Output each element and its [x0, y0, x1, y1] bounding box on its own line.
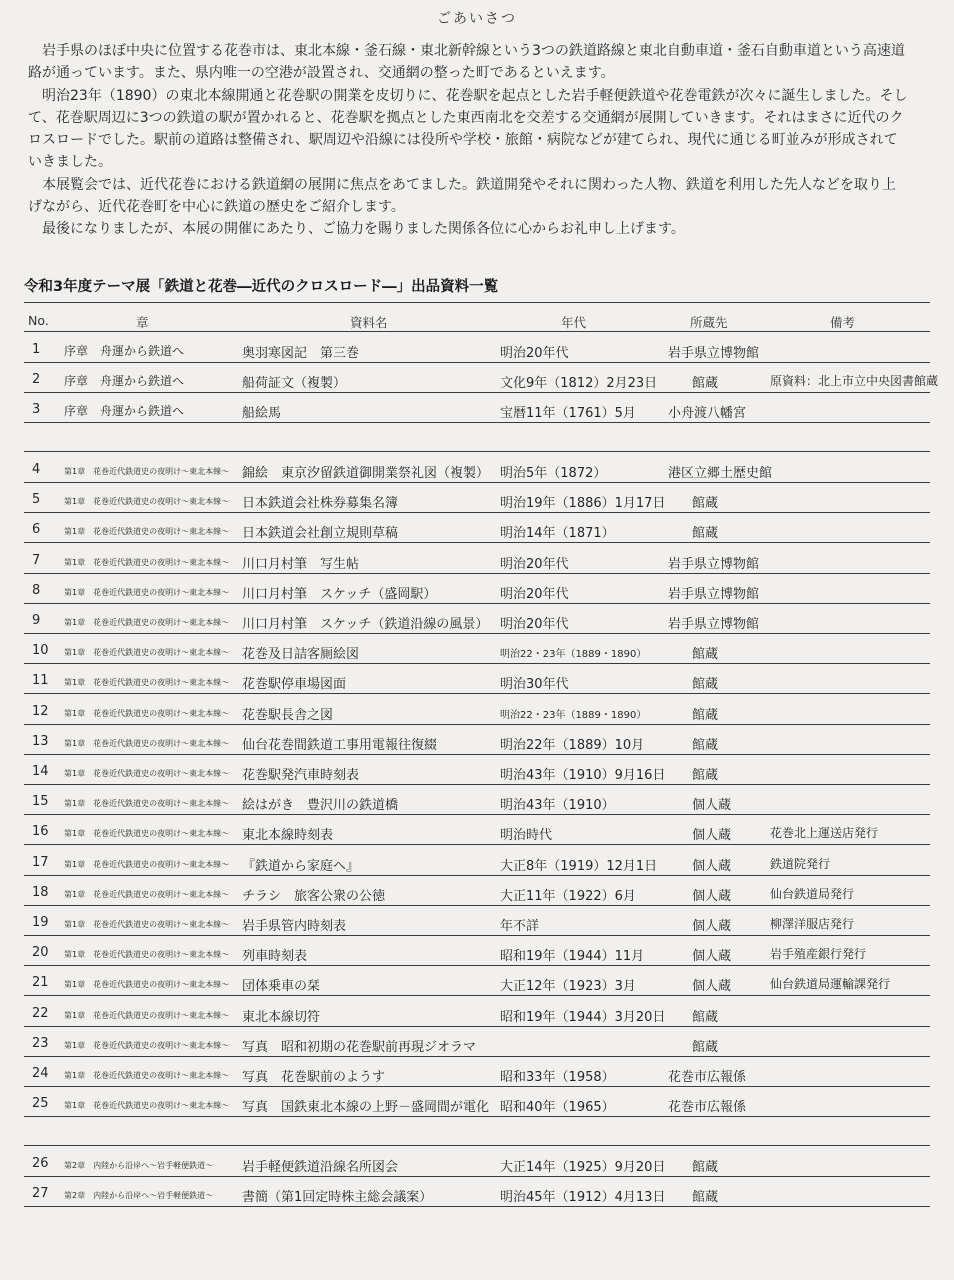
row-number: 12: [32, 703, 49, 719]
row-chapter: 第1章 花巻近代鉄道史の夜明け～東北本線～: [64, 527, 230, 537]
row-rule: [24, 482, 930, 483]
row-chapter: 第1章 花巻近代鉄道史の夜明け～東北本線～: [64, 648, 230, 658]
row-rule: [24, 1206, 930, 1207]
row-note: 仙台鉄道局発行: [770, 886, 855, 901]
row-owner: 館蔵: [692, 647, 719, 663]
row-owner: 館蔵: [692, 707, 719, 723]
row-title: 団体乗車の栞: [242, 979, 321, 995]
row-chapter: 第1章 花巻近代鉄道史の夜明け～東北本線～: [64, 708, 230, 718]
row-year: 昭和19年（1944）3月20日: [500, 1009, 666, 1025]
row-owner: 館蔵: [692, 376, 719, 392]
row-year: 明治45年（1912）4月13日: [500, 1190, 666, 1206]
row-chapter: 第1章 花巻近代鉄道史の夜明け～東北本線～: [64, 618, 230, 627]
row-title: 写真 国鉄東北本線の上野－盛岡間が電化: [242, 1100, 490, 1116]
row-owner: 館蔵: [692, 1190, 719, 1206]
row-title: 仙台花巻間鉄道工事用電報往復綴: [242, 737, 438, 753]
row-number: 24: [32, 1066, 49, 1081]
row-rule: [24, 844, 930, 845]
section-rule: [24, 451, 930, 452]
row-title: 岩手軽便鉄道沿線名所図会: [242, 1160, 399, 1175]
row-chapter: 第1章 花巻近代鉄道史の夜明け～東北本線～: [64, 889, 230, 899]
row-title: 岩手県管内時刻表: [242, 919, 347, 934]
row-title: 花巻駅発汽車時刻表: [242, 768, 360, 783]
row-owner: 館蔵: [692, 768, 719, 783]
row-rule: [24, 1176, 930, 1177]
row-title: 花巻駅停車場図面: [242, 677, 347, 693]
header-chapter: 章: [136, 315, 149, 330]
row-chapter: 第1章 花巻近代鉄道史の夜明け～東北本線～: [64, 1071, 230, 1080]
header-title: 資料名: [350, 315, 388, 330]
row-year: 年不詳: [500, 919, 540, 934]
row-title: 『鉄道から家庭へ』: [242, 858, 360, 874]
row-title: 東北本線切符: [242, 1009, 321, 1025]
row-year: 明治時代: [500, 828, 553, 844]
row-title: 船絵馬: [242, 406, 282, 422]
row-owner: 館蔵: [692, 737, 719, 753]
row-number: 19: [32, 915, 49, 930]
header-year: 年代: [561, 315, 587, 330]
row-chapter: 第1章 花巻近代鉄道史の夜明け～東北本線～: [64, 859, 230, 869]
row-year: 明治20年代: [500, 586, 569, 602]
row-note: 花巻北上運送店発行: [770, 826, 879, 841]
section-rule: [24, 1145, 930, 1146]
row-title: 列車時刻表: [242, 949, 308, 965]
row-owner: 個人蔵: [692, 979, 732, 995]
row-rule: [24, 754, 930, 755]
row-chapter: 第1章 花巻近代鉄道史の夜明け～東北本線～: [64, 1101, 230, 1111]
list-title: 令和3年度テーマ展「鉄道と花巻―近代のクロスロード―」出品資料一覧: [24, 279, 499, 295]
row-owner: 館蔵: [692, 1039, 719, 1055]
row-title: 写真 花巻駅前のようす: [242, 1070, 386, 1085]
row-title: 東北本線時刻表: [242, 828, 334, 844]
row-chapter: 第1章 花巻近代鉄道史の夜明け～東北本線～: [64, 467, 230, 476]
row-year: 明治30年代: [500, 677, 569, 693]
row-chapter: 第1章 花巻近代鉄道史の夜明け～東北本線～: [64, 678, 230, 688]
row-title: 川口月村筆 スケッチ（盛岡駅）: [242, 586, 437, 602]
row-title: 川口月村筆 スケッチ（鉄道沿線の風景）: [242, 617, 489, 632]
row-title: 絵はがき 豊沢川の鉄道橋: [242, 798, 399, 814]
row-owner: 岩手県立博物館: [668, 586, 760, 602]
row-rule: [24, 724, 930, 725]
row-note: 仙台鉄道局運輸課発行: [770, 977, 891, 992]
row-title: 日本鉄道会社株券募集名簿: [242, 496, 399, 512]
row-year: 明治43年（1910）9月16日: [500, 768, 666, 783]
row-chapter: 第1章 花巻近代鉄道史の夜明け～東北本線～: [64, 980, 230, 990]
row-title: 花巻駅長舎之図: [242, 707, 334, 723]
row-owner: 個人蔵: [692, 858, 732, 874]
row-owner: 個人蔵: [692, 919, 732, 934]
row-year: 文化9年（1812）2月23日: [500, 376, 658, 392]
row-chapter: 序章 舟運から鉄道へ: [64, 374, 185, 389]
row-rule: [24, 362, 930, 363]
row-rule: [24, 1056, 930, 1057]
row-owner: 花巻市広報係: [668, 1070, 747, 1085]
row-owner: 館蔵: [692, 496, 719, 512]
row-number: 3: [32, 402, 41, 418]
row-number: 11: [32, 673, 49, 689]
row-chapter: 第1章 花巻近代鉄道史の夜明け～東北本線～: [64, 738, 230, 748]
row-rule: [24, 784, 930, 785]
row-chapter: 第1章 花巻近代鉄道史の夜明け～東北本線～: [64, 920, 230, 929]
row-owner: 館蔵: [692, 1009, 719, 1025]
row-year: 明治22年（1889）10月: [500, 737, 645, 753]
row-title: チラシ 旅客公衆の公徳: [242, 888, 386, 904]
row-rule: [24, 814, 930, 815]
greeting-paragraph: 岩手県のほぼ中央に位置する花巻市は、東北本線・釜石線・東北新幹線という3つの鉄道路線と東北自動車道・釜石自動車道という高速道路が通っています。また、県内唯一の空港が設置され、交通網の整った町であるといえます。: [28, 43, 905, 82]
row-title: 船荷証文（複製）: [242, 376, 347, 392]
row-title: 奥羽寒図記 第三巻: [242, 346, 360, 361]
row-title: 書簡（第1回定時株主総会議案）: [242, 1190, 433, 1206]
row-rule: [24, 512, 930, 513]
row-rule: [24, 693, 930, 694]
row-rule: [24, 905, 930, 906]
row-number: 15: [32, 794, 49, 810]
row-number: 16: [32, 824, 49, 840]
row-year: 昭和19年（1944）11月: [500, 949, 645, 965]
row-number: 4: [32, 462, 41, 477]
row-year: 明治20年代: [500, 556, 569, 572]
row-owner: 個人蔵: [692, 828, 732, 844]
greeting-paragraph: 明治23年（1890）の東北本線開通と花巻駅の開業を皮切りに、花巻駅を起点とした岩手軽便鉄道や花巻電鉄が次々に誕生しました。そして、花巻駅周辺に3つの鉄道の駅が置かれると、花巻駅を拠点とした東西南北を交差する交通網が展開していきます。それはまさに近代のクロスロードでした。駅前の道路は整備され、駅周辺や沿線には役所や学校・旅館・病院などが建てられ、現代に通じる町並みが形成されていきました。: [28, 87, 908, 171]
row-owner: 館蔵: [692, 677, 719, 693]
row-number: 14: [32, 764, 49, 779]
header-owner: 所蔵先: [690, 315, 728, 330]
greeting-paragraph: 本展覧会では、近代花巻における鉄道網の展開に焦点をあてました。鉄道開発やそれに関わった人物、鉄道を利用した先人などを取り上げながら、近代花巻町を中心に鉄道の歴史をご紹介します。: [28, 176, 896, 216]
row-title: 川口月村筆 写生帖: [242, 556, 360, 572]
row-number: 5: [32, 492, 41, 508]
row-chapter: 序章 舟運から鉄道へ: [64, 404, 185, 419]
row-year: 明治5年（1872）: [500, 466, 607, 481]
header-note: 備考: [830, 315, 856, 330]
row-year: 大正11年（1922）6月: [500, 888, 636, 904]
greeting-paragraph: 最後になりましたが、本展の開催にあたり、ご協力を賜りました関係各位に心からお礼申し上げます。: [42, 221, 685, 238]
row-number: 17: [32, 854, 49, 870]
row-chapter: 第2章 内陸から沿岸へ～岩手軽便鉄道～: [64, 1161, 214, 1170]
greeting-title: ごあいさつ: [437, 11, 517, 27]
row-number: 27: [32, 1186, 49, 1202]
row-chapter: 第1章 花巻近代鉄道史の夜明け～東北本線～: [64, 1040, 230, 1050]
row-year: 明治20年代: [500, 617, 569, 632]
row-year: 大正8年（1919）12月1日: [500, 858, 658, 874]
row-number: 18: [32, 884, 49, 900]
row-owner: 小舟渡八幡宮: [668, 406, 747, 422]
row-number: 10: [32, 643, 49, 659]
row-year: 明治22・23年（1889・1890）: [500, 709, 647, 721]
row-owner: 岩手県立博物館: [668, 346, 760, 361]
row-rule: [24, 935, 930, 936]
row-chapter: 第1章 花巻近代鉄道史の夜明け～東北本線～: [64, 557, 230, 567]
row-chapter: 第1章 花巻近代鉄道史の夜明け～東北本線～: [64, 829, 230, 839]
row-chapter: 序章 舟運から鉄道へ: [64, 344, 185, 358]
row-number: 13: [32, 733, 49, 749]
row-title: 花巻及日詰客厠絵図: [242, 647, 360, 663]
row-rule: [24, 1026, 930, 1027]
row-number: 8: [32, 582, 41, 598]
row-owner: 個人蔵: [692, 888, 732, 904]
row-number: 25: [32, 1096, 49, 1112]
row-rule: [24, 875, 930, 876]
row-year: 宝暦11年（1761）5月: [500, 406, 636, 422]
row-year: 明治19年（1886）1月17日: [500, 496, 666, 512]
row-title: 日本鉄道会社創立規則草稿: [242, 526, 399, 542]
row-rule: [24, 633, 930, 634]
row-year: 明治20年代: [500, 346, 569, 361]
row-year: 昭和33年（1958）: [500, 1070, 615, 1085]
row-year: 明治14年（1871）: [500, 526, 615, 542]
row-owner: 岩手県立博物館: [668, 556, 760, 572]
row-rule: [24, 1086, 930, 1087]
row-rule: [24, 965, 930, 966]
row-owner: 花巻市広報係: [668, 1100, 747, 1116]
row-year: 明治43年（1910）: [500, 798, 615, 814]
row-rule: [24, 573, 930, 574]
row-chapter: 第1章 花巻近代鉄道史の夜明け～東北本線～: [64, 587, 230, 597]
row-owner: 個人蔵: [692, 949, 732, 965]
row-number: 9: [32, 613, 41, 628]
row-owner: 港区立郷土歴史館: [668, 466, 773, 481]
row-chapter: 第1章 花巻近代鉄道史の夜明け～東北本線～: [64, 799, 230, 809]
row-chapter: 第1章 花巻近代鉄道史の夜明け～東北本線～: [64, 497, 230, 507]
row-rule: [24, 542, 930, 543]
row-number: 2: [32, 372, 41, 388]
row-title: 写真 昭和初期の花巻駅前再現ジオラマ: [242, 1039, 477, 1055]
row-chapter: 第2章 内陸から沿岸へ～岩手軽便鉄道～: [64, 1191, 214, 1201]
row-year: 昭和40年（1965）: [500, 1100, 615, 1116]
row-rule: [24, 663, 930, 664]
row-chapter: 第1章 花巻近代鉄道史の夜明け～東北本線～: [64, 950, 230, 960]
row-note: 岩手殖産銀行発行: [770, 947, 867, 962]
row-note: 鉄道院発行: [770, 856, 831, 871]
row-owner: 館蔵: [692, 526, 719, 542]
row-year: 大正12年（1923）3月: [500, 979, 636, 995]
row-chapter: 第1章 花巻近代鉄道史の夜明け～東北本線～: [64, 769, 230, 778]
row-number: 23: [32, 1035, 49, 1051]
row-owner: 館蔵: [692, 1160, 719, 1175]
table-header-rule: [24, 331, 930, 332]
row-year: 明治22・23年（1889・1890）: [500, 649, 647, 661]
row-rule: [24, 1116, 930, 1117]
row-number: 22: [32, 1005, 49, 1021]
row-rule: [24, 422, 930, 423]
row-chapter: 第1章 花巻近代鉄道史の夜明け～東北本線～: [64, 1010, 230, 1020]
greeting-text: [28, 40, 908, 241]
row-year: 大正14年（1925）9月20日: [500, 1160, 666, 1175]
row-rule: [24, 995, 930, 996]
row-number: 1: [32, 342, 41, 357]
row-note: 柳澤洋服店発行: [770, 917, 855, 931]
row-number: 21: [32, 975, 49, 991]
row-rule: [24, 392, 930, 393]
row-title: 錦絵 東京汐留鉄道御開業祭礼図（複製）: [242, 466, 490, 481]
row-number: 6: [32, 522, 41, 538]
row-number: 7: [32, 552, 41, 568]
header-no: No.: [28, 313, 49, 328]
row-rule: [24, 603, 930, 604]
row-owner: 個人蔵: [692, 798, 732, 814]
row-number: 20: [32, 945, 49, 961]
row-note: 原資料：北上市立中央図書館蔵: [770, 374, 939, 389]
table-top-rule: [24, 302, 930, 303]
row-owner: 岩手県立博物館: [668, 617, 760, 632]
row-number: 26: [32, 1156, 49, 1171]
